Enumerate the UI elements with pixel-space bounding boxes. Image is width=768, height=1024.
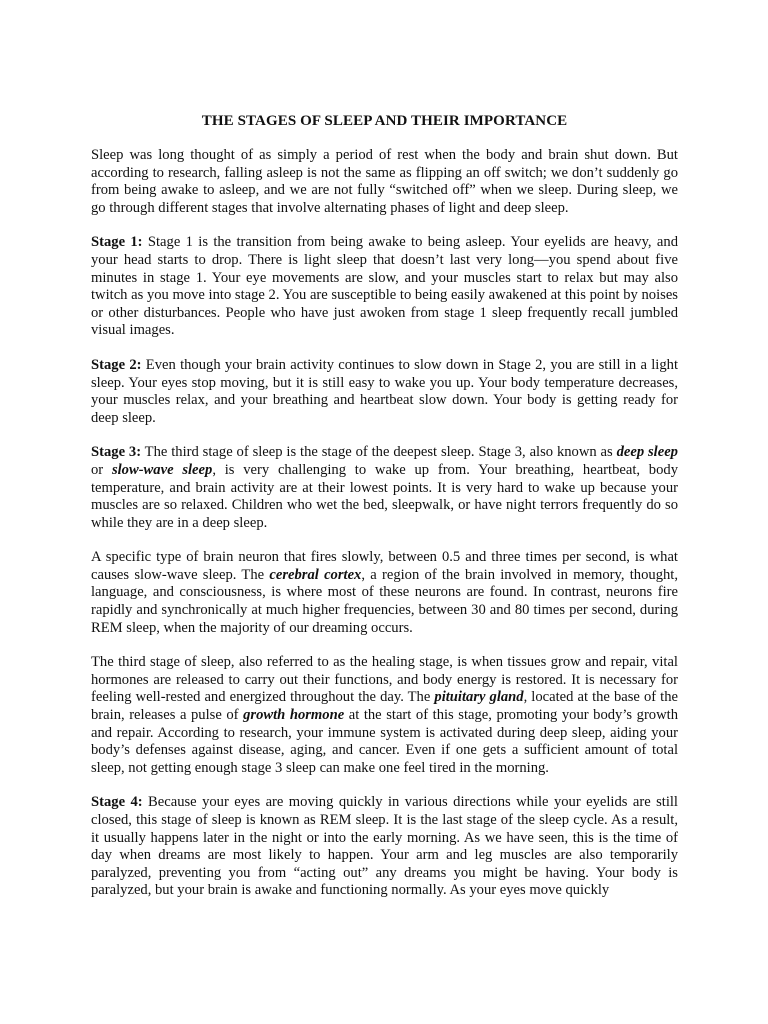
- term-cerebral-cortex: cerebral cortex: [269, 566, 362, 583]
- healing-text-a: The third stage of sleep, also referred to as the healing stage, is when tissues grow and repair, vital hormones are released to carry out their functions, and body energy is restored. It is necessary for feeling well-rested and energized throughout the day. The: [91, 654, 678, 706]
- stage-2-paragraph: [91, 357, 678, 427]
- intro-paragraph: Sleep was long thought of as simply a period of rest when the body and brain shut down. But according to research, falling asleep is not the same as flipping an off switch; we don’t suddenly go from being awake to asleep, and we are not fully “switched off” when we sleep. During sleep, we go through different stages that involve alternating phases of light and deep sleep.: [91, 147, 678, 216]
- stage-4-label: Stage 4:: [91, 794, 143, 811]
- stage-1-paragraph: [91, 234, 678, 340]
- neuron-text-b: , a region of the brain involved in memory, thought, language, and consciousness, is where most of these neurons are found. In contrast, neurons fire rapidly and synchronically at much higher frequencies, between 30 and 80 times per second, during REM sleep, when the majority of our dreaming occurs.: [91, 566, 678, 636]
- stage-2-text: Even though your brain activity continues to slow down in Stage 2, you are still in a light sleep. Your eyes stop moving, but it is still easy to wake you up. Your body temperature decreases, your muscles relax, and your breathing and heartbeat slow down. Your body is getting ready for deep sleep.: [91, 356, 678, 426]
- stage-1-label: Stage 1:: [91, 234, 143, 251]
- stage-3-paragraph: [91, 444, 678, 532]
- stage-3-text-c: , is very challenging to wake up from. Your breathing, heartbeat, body temperature, and brain activity are at their lowest points. It is very hard to wake up because your muscles are so relaxed. Children who wet the bed, sleepwalk, or have night terrors frequently do so while they are in a deep sleep.: [91, 461, 678, 531]
- healing-text-c: at the start of this stage, promoting your body’s growth and repair. According to research, your immune system is activated during deep sleep, aiding your body’s defenses against disease, aging, and cancer. Even if one gets a sufficient amount of total sleep, not getting enough stage 3 sleep can make one feel tired in the morning.: [91, 707, 678, 776]
- term-slow-wave-sleep: slow-wave sleep: [111, 461, 213, 478]
- stage-3-text-a: The third stage of sleep is the stage of the deepest sleep. Stage 3, also known as: [141, 444, 617, 461]
- neuron-paragraph: [91, 549, 678, 637]
- stage-4-text: Because your eyes are moving quickly in various directions while your eyelids are still closed, this stage of sleep is known as REM sleep. It is the last stage of the sleep cycle. As a result, it usually happens later in the night or into the early morning. As we have seen, this is the time of day when dreams are most likely to happen. Your arm and leg muscles are also temporarily paralyzed, preventing you from “acting out” any dreams you might be having. Your body is paralyzed, but your brain is awake and functioning normally. As your eyes move quickly: [91, 794, 678, 899]
- term-deep-sleep: deep sleep: [616, 444, 678, 461]
- stage-1-text: Stage 1 is the transition from being awake to being asleep. Your eyelids are heavy, and your head starts to drop. There is light sleep that doesn’t last very long—you spend about five minutes in stage 1. Your eye movements are slow, and your muscles start to relax but may also twitch as you move into stage 2. You are susceptible to being easily awakened at this point by noises or other disturbances. People who have just awoken from stage 1 sleep frequently recall jumbled visual images.: [91, 234, 678, 339]
- healing-paragraph: [91, 654, 678, 777]
- term-growth-hormone: growth hormone: [243, 707, 345, 724]
- document-title: THE STAGES OF SLEEP AND THEIR IMPORTANCE: [201, 113, 568, 129]
- stage-3-text-b: or: [91, 461, 112, 478]
- neuron-text-a: A specific type of brain neuron that fires slowly, between 0.5 and three times per second, is what causes slow-wave sleep. The: [91, 549, 678, 583]
- stage-3-label: Stage 3:: [91, 444, 142, 461]
- term-pituitary-gland: pituitary gland: [434, 689, 524, 706]
- healing-text-b: , located at the base of the brain, releases a pulse of: [91, 689, 678, 724]
- stage-2-label: Stage 2:: [91, 356, 142, 373]
- stage-4-paragraph: [91, 794, 678, 900]
